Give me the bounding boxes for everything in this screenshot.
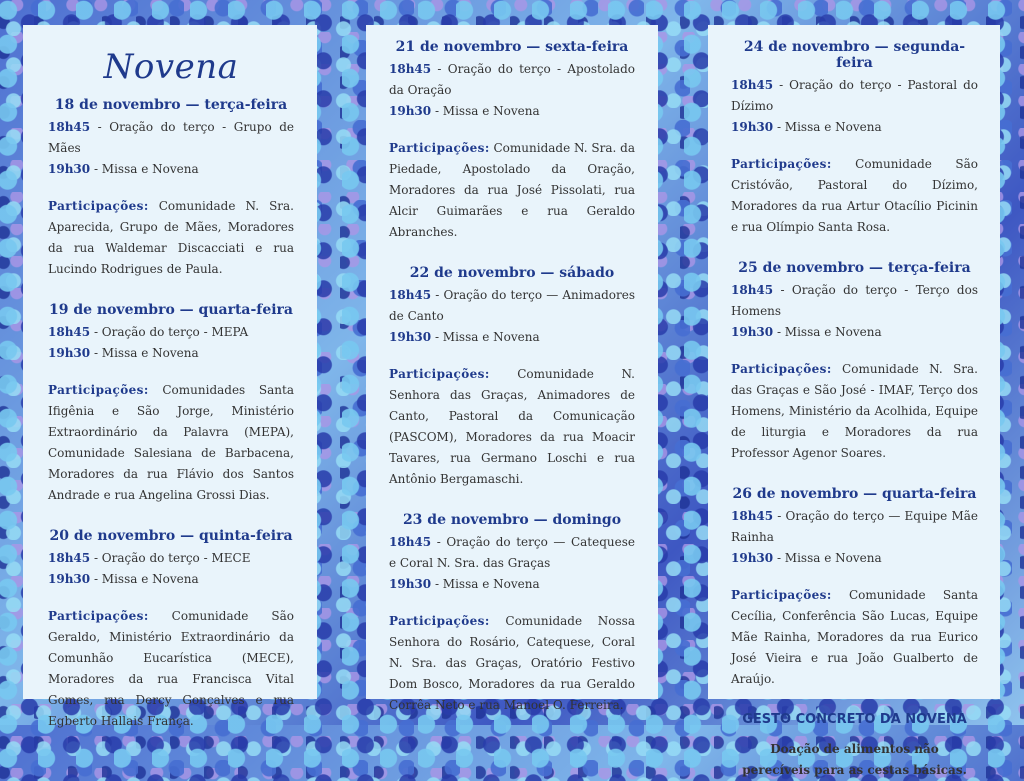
gesto-line-1: Doação de alimentos não xyxy=(770,742,939,756)
panel-right xyxy=(708,25,1000,777)
activity: - Oração do terço — Catequese e Coral N. Sra. das Graças xyxy=(389,535,635,570)
time: 18h45 xyxy=(48,325,91,339)
panel-left xyxy=(23,25,317,728)
time: 18h45 xyxy=(731,283,774,297)
day-block xyxy=(731,260,978,464)
time: 18h45 xyxy=(731,78,774,92)
activity: - Oração do terço - Grupo de Mães xyxy=(48,120,294,155)
day-block xyxy=(389,39,635,243)
participations-label: Participações: xyxy=(389,614,490,628)
day-block xyxy=(731,39,978,238)
participations-text: Comunidade São Geraldo, Ministério Extraordinário da Comunhão Eucarística (MECE), Moradores da rua Francisca Vital Gomes, rua Dercy Gonçalves e rua Egberto Hallais França. xyxy=(48,609,294,728)
time: 19h30 xyxy=(731,551,774,565)
panel-middle xyxy=(366,25,658,712)
gesto-line-2: perecíveis para as cestas básicas. xyxy=(742,763,967,777)
participations-text: Comunidade São Cristóvão, Pastoral do Dízimo, Moradores da rua Artur Otacílio Picinin e rua Olímpio Santa Rosa. xyxy=(731,157,978,234)
day-date: 26 de novembro — quarta-feira xyxy=(732,486,977,502)
participations xyxy=(48,380,294,506)
day-block xyxy=(48,302,294,506)
participations xyxy=(389,364,635,490)
schedule-line xyxy=(731,548,978,569)
time: 18h45 xyxy=(389,535,432,549)
participations-label: Participações: xyxy=(48,383,149,397)
participations-label: Participações: xyxy=(731,362,832,376)
time: 18h45 xyxy=(389,62,432,76)
participations-label: Participações: xyxy=(48,199,149,213)
activity: - Missa e Novena xyxy=(773,551,882,565)
activity: - Missa e Novena xyxy=(773,120,882,134)
schedule-line xyxy=(48,159,294,180)
day-date: 20 de novembro — quinta-feira xyxy=(49,528,293,544)
time: 18h45 xyxy=(731,509,774,523)
participations xyxy=(731,154,978,238)
schedule-line xyxy=(389,101,635,122)
participations xyxy=(389,138,635,243)
activity: - Oração do terço - MECE xyxy=(90,551,251,565)
time: 19h30 xyxy=(389,577,432,591)
participations xyxy=(731,585,978,690)
time: 19h30 xyxy=(731,325,774,339)
activity: - Oração do terço - Terço dos Homens xyxy=(731,283,978,318)
schedule-line xyxy=(48,548,294,569)
participations-label: Participações: xyxy=(48,609,149,623)
activity: - Oração do terço — Equipe Mãe Rainha xyxy=(731,509,978,544)
participations-label: Participações: xyxy=(389,367,490,381)
day-block xyxy=(389,512,635,716)
participations-text: Comunidades Santa Ifigênia e São Jorge, Ministério Extraordinário da Palavra (MEPA), Comunidade Salesiana de Barbacena, Moradores da rua Flávio dos Santos Andrade e rua Angelina Grossi Dias. xyxy=(48,383,294,502)
day-block xyxy=(389,265,635,490)
schedule-line xyxy=(731,280,978,322)
time: 18h45 xyxy=(48,551,91,565)
schedule-line xyxy=(389,574,635,595)
day-date: 25 de novembro — terça-feira xyxy=(738,260,971,276)
activity: - Missa e Novena xyxy=(431,330,540,344)
activity: - Missa e Novena xyxy=(773,325,882,339)
schedule-line xyxy=(48,343,294,364)
day-block xyxy=(731,486,978,690)
day-date: 23 de novembro — domingo xyxy=(402,512,622,528)
schedule-line xyxy=(389,59,635,101)
activity: - Missa e Novena xyxy=(90,572,199,586)
participations-text: Comunidade N. Sra. das Graças e São José - IMAF, Terço dos Homens, Ministério da Acolhida, Equipe de liturgia e Moradores da rua Professor Agenor Soares. xyxy=(731,362,978,460)
schedule-line xyxy=(389,327,635,348)
schedule-line xyxy=(389,285,635,327)
participations-label: Participações: xyxy=(731,588,832,602)
schedule-line xyxy=(731,322,978,343)
schedule-line xyxy=(48,322,294,343)
activity: - Oração do terço - Apostolado da Oração xyxy=(389,62,635,97)
day-block xyxy=(48,528,294,732)
day-date: 22 de novembro — sábado xyxy=(409,265,615,281)
day-date: 18 de novembro — terça-feira xyxy=(54,97,288,113)
participations-text: Comunidade Nossa Senhora do Rosário, Catequese, Coral N. Sra. das Graças, Oratório Festivo Dom Bosco, Moradores da rua Geraldo Corrêa Neto e rua Manoel O. Ferreira. xyxy=(389,614,635,712)
time: 19h30 xyxy=(48,572,91,586)
activity: - Missa e Novena xyxy=(431,104,540,118)
time: 18h45 xyxy=(389,288,432,302)
participations xyxy=(389,611,635,716)
schedule-line xyxy=(389,532,635,574)
schedule-line xyxy=(48,117,294,159)
participations xyxy=(48,196,294,280)
gesto-title: GESTO CONCRETO DA NOVENA xyxy=(742,712,967,727)
novena-title: Novena xyxy=(103,47,239,87)
day-date: 19 de novembro — quarta-feira xyxy=(48,302,293,318)
participations xyxy=(731,359,978,464)
participations-text: Comunidade N. Sra. Aparecida, Grupo de Mães, Moradores da rua Waldemar Discacciati e rua Lucindo Rodrigues de Paula. xyxy=(48,199,294,276)
time: 19h30 xyxy=(48,346,91,360)
participations xyxy=(48,606,294,732)
gesto-text xyxy=(731,739,978,781)
schedule-line xyxy=(48,569,294,590)
activity: - Missa e Novena xyxy=(90,162,199,176)
day-date: 24 de novembro — segunda-feira xyxy=(743,39,966,71)
activity: - Oração do terço - Pastoral do Dízimo xyxy=(731,78,978,113)
activity: - Missa e Novena xyxy=(90,346,199,360)
day-block xyxy=(48,97,294,280)
participations-text: Comunidade N. Sra. da Piedade, Apostolado da Oração, Moradores da rua José Pissolati, rua Alcir Guimarães e rua Geraldo Abranches. xyxy=(389,141,635,239)
participations-text: Comunidade N. Senhora das Graças, Animadores de Canto, Pastoral da Comunicação (PASCOM), Moradores da rua Moacir Tavares, rua Germano Loschi e rua Antônio Bergamaschi. xyxy=(389,367,635,486)
participations-label: Participações: xyxy=(731,157,832,171)
schedule-line xyxy=(731,506,978,548)
activity: - Missa e Novena xyxy=(431,577,540,591)
participations-text: Comunidade Santa Cecília, Conferência São Lucas, Equipe Mãe Rainha, Moradores da rua Eurico José Vieira e rua João Gualberto de Araújo. xyxy=(731,588,978,686)
participations-label: Participações: xyxy=(389,141,490,155)
day-date: 21 de novembro — sexta-feira xyxy=(395,39,629,55)
time: 18h45 xyxy=(48,120,91,134)
time: 19h30 xyxy=(389,104,432,118)
activity: - Oração do terço — Animadores de Canto xyxy=(389,288,635,323)
schedule-line xyxy=(731,75,978,117)
time: 19h30 xyxy=(389,330,432,344)
time: 19h30 xyxy=(731,120,774,134)
schedule-line xyxy=(731,117,978,138)
activity: - Oração do terço - MEPA xyxy=(90,325,249,339)
time: 19h30 xyxy=(48,162,91,176)
